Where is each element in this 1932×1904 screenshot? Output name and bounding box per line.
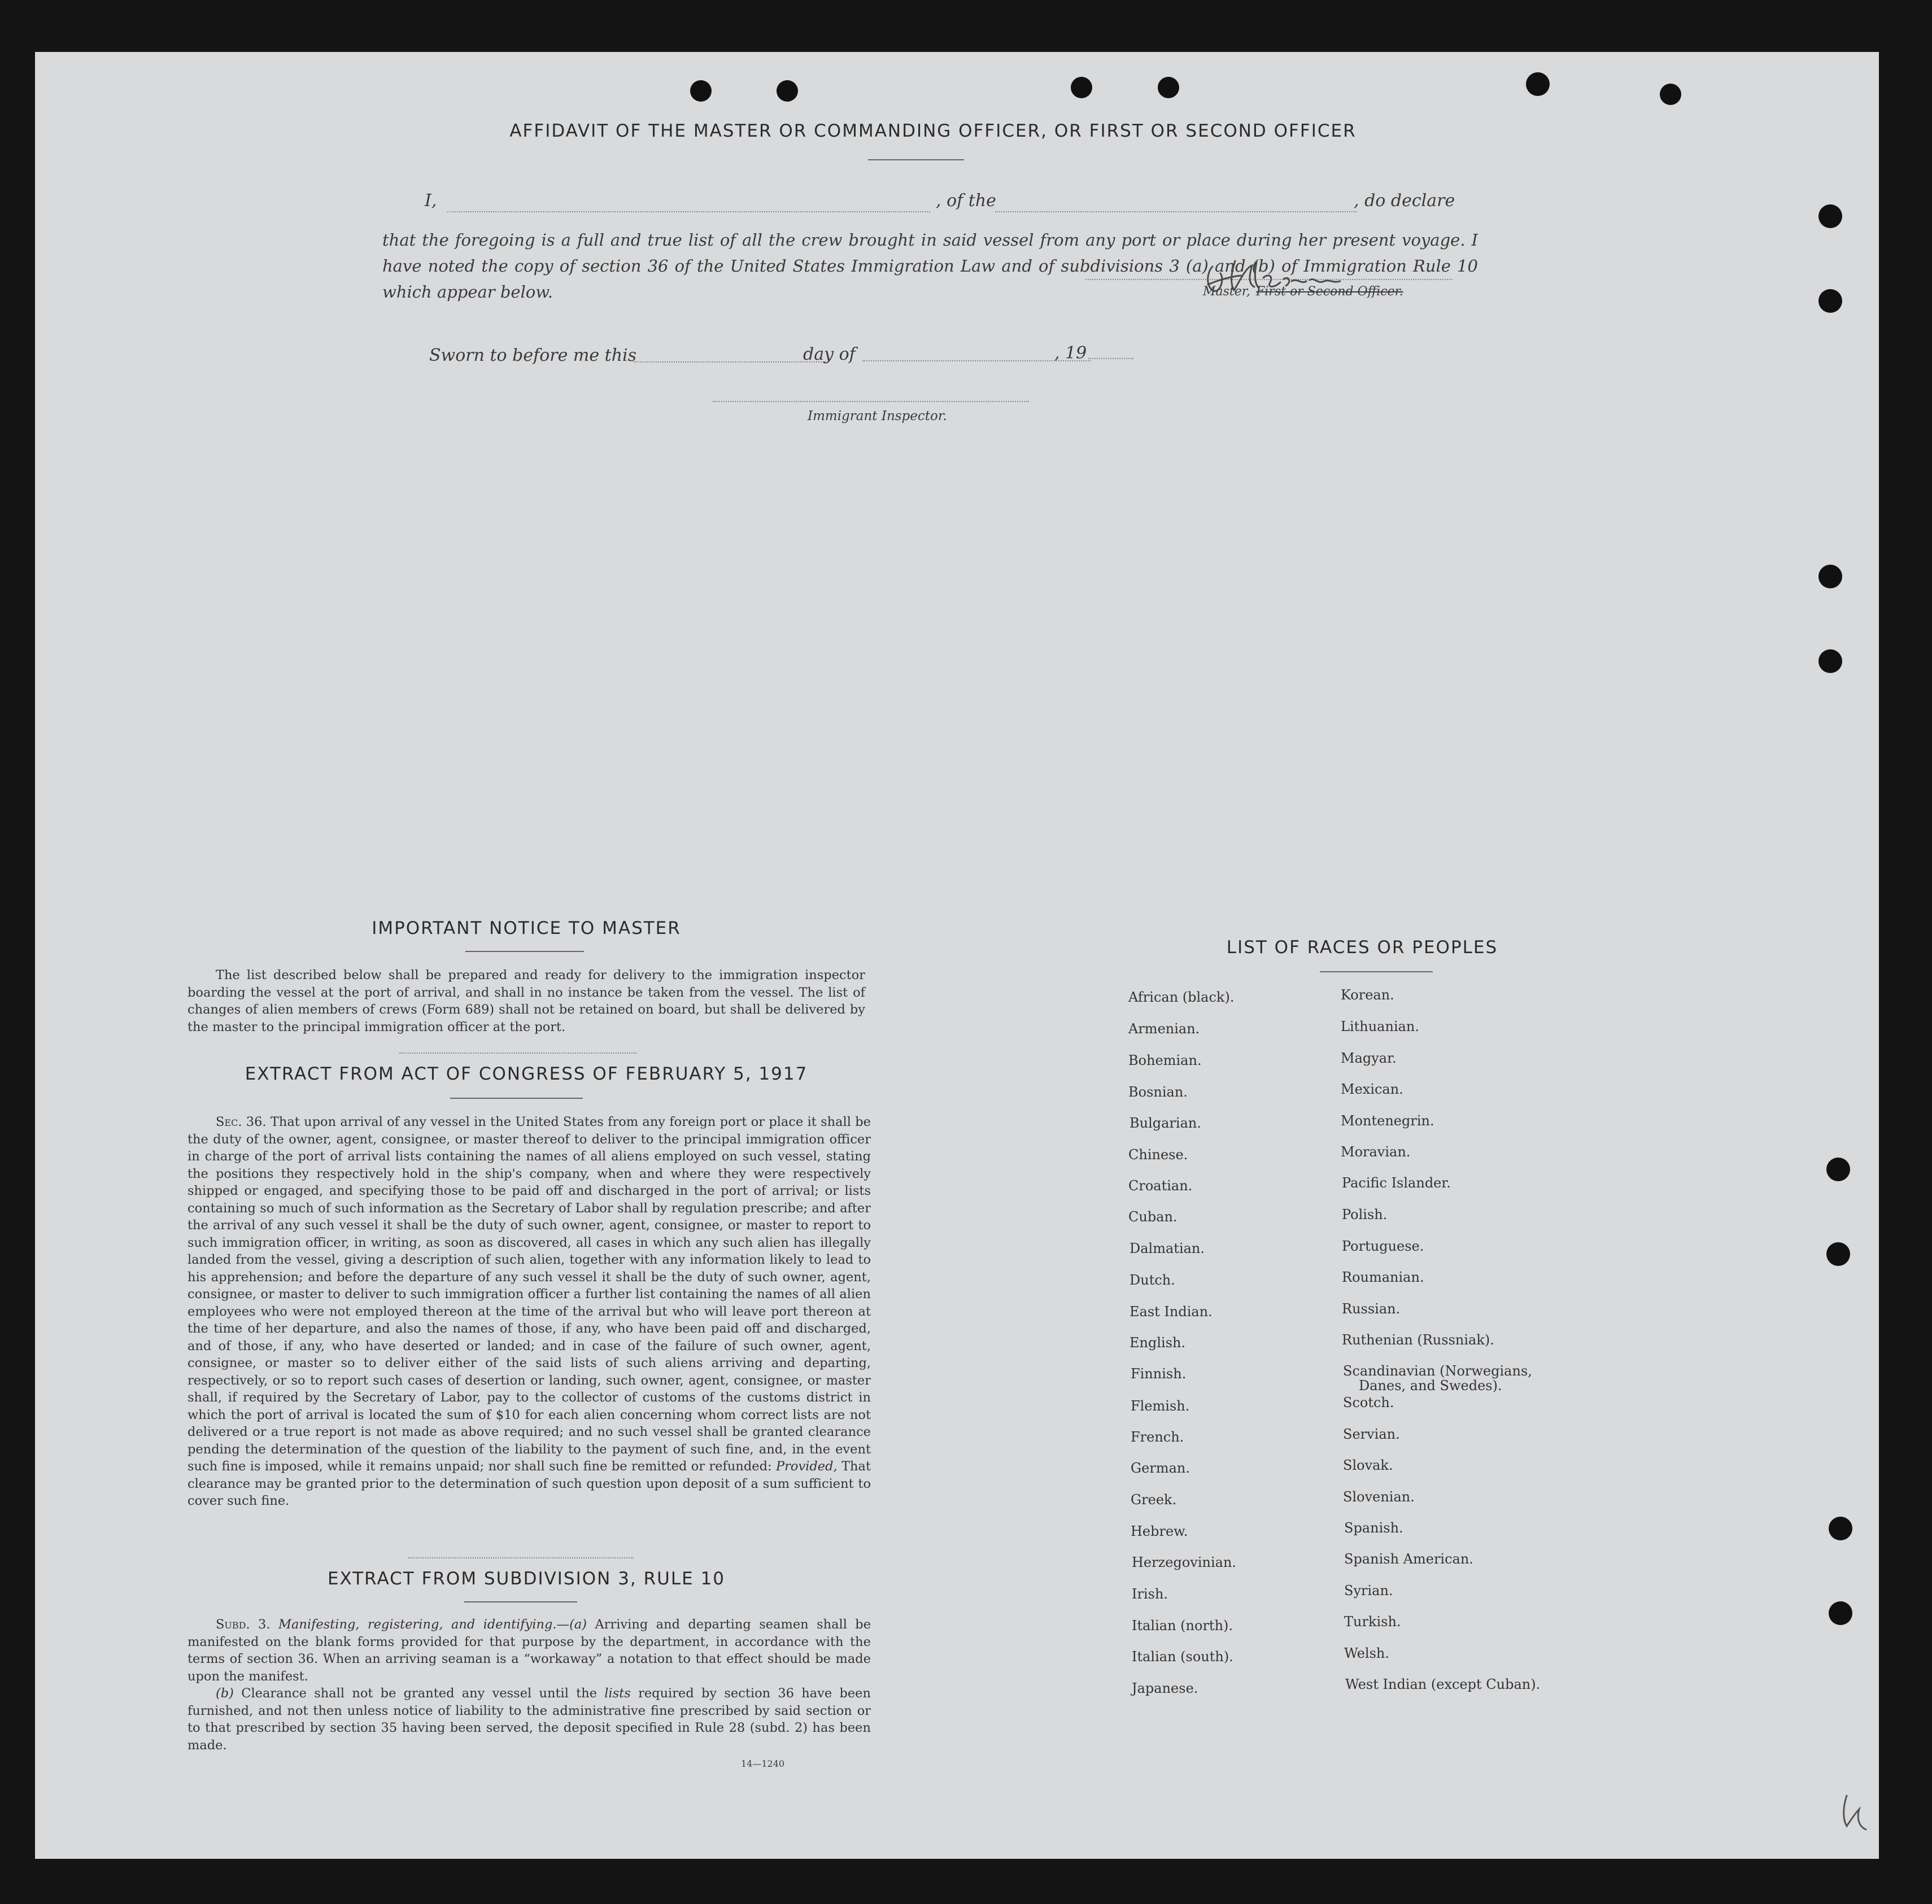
race-item: Hebrew.: [1131, 1523, 1188, 1539]
signature-caption-struck: First or Second Officer.: [1256, 285, 1403, 299]
race-item: Slovak.: [1343, 1457, 1393, 1473]
act-extract-body: [187, 1113, 871, 1510]
races-title: LIST OF RACES OR PEOPLES: [1226, 937, 1498, 958]
punch-hole: [690, 80, 712, 102]
subd-label: Subd. 3.: [216, 1617, 271, 1632]
inspector-caption: Immigrant Inspector.: [808, 409, 947, 423]
punch-hole: [1526, 72, 1550, 96]
race-item: Portuguese.: [1342, 1238, 1424, 1254]
sworn-year-blank[interactable]: [1088, 358, 1133, 359]
affidavit-of-the-label: , of the: [936, 191, 996, 211]
handwritten-corner-mark: [1834, 1789, 1879, 1840]
rule-extract-body: [187, 1616, 871, 1754]
subd-heading: Manifesting, registering, and identifying.: [278, 1617, 557, 1632]
race-item: Korean.: [1341, 987, 1394, 1003]
race-item: Dutch.: [1129, 1272, 1175, 1288]
race-item: Servian.: [1343, 1426, 1400, 1442]
race-item: Turkish.: [1344, 1614, 1401, 1630]
race-item: French.: [1131, 1429, 1184, 1445]
race-item: Polish.: [1342, 1207, 1388, 1222]
race-item: Spanish American.: [1344, 1551, 1473, 1567]
punch-hole: [1818, 289, 1842, 313]
vessel-blank[interactable]: [995, 211, 1357, 212]
affidavit-body: that the foregoing is a full and true list of all the crew brought in said vessel from any port or place during her present voyage. I have noted the copy of section 36 of the United States Immigration Law and of subdivisions 3 (a) and (b) of Immigration Rule 10 which appear below.: [382, 230, 1478, 302]
race-item: Bulgarian.: [1129, 1115, 1201, 1131]
race-item: Ruthenian (Russniak).: [1342, 1332, 1494, 1348]
race-item: Welsh.: [1344, 1645, 1389, 1661]
race-item: Spanish.: [1344, 1520, 1403, 1536]
affidavit-declare-label: , do declare: [1354, 191, 1455, 211]
race-item: Armenian.: [1128, 1021, 1200, 1037]
affidavit-i-label: I,: [425, 191, 437, 211]
punch-hole: [1826, 1158, 1850, 1181]
name-blank[interactable]: [447, 211, 930, 212]
race-item: Dalmatian.: [1129, 1241, 1205, 1256]
race-item: Pacific Islander.: [1342, 1175, 1451, 1191]
punch-hole: [1826, 1242, 1850, 1266]
race-item: Italian (north).: [1132, 1618, 1233, 1634]
affidavit-title: AFFIDAVIT OF THE MASTER OR COMMANDING OFFICER, OR FIRST OR SECOND OFFICER: [509, 121, 1357, 141]
signature-caption-master: Master,: [1203, 285, 1250, 299]
race-item: Bosnian.: [1128, 1084, 1188, 1100]
para-b-lists: lists: [604, 1686, 631, 1701]
form-number: 14—1240: [741, 1758, 785, 1769]
punch-hole: [1829, 1517, 1852, 1540]
race-item: Syrian.: [1344, 1583, 1393, 1599]
race-item: Cuban.: [1128, 1209, 1177, 1225]
race-item: African (black).: [1128, 989, 1235, 1005]
act-text: That upon arrival of any vessel in the United States from any foreign port or place it shall be the duty of the owner, agent, consignee, or master thereof to deliver to the principal immigration officer in charge of the port of arrival lists containing the names of all aliens employed on such vessel, stating the positions they respectively hold in the ship's company, when and where they were respectively shipped or engaged, and specifying those to be paid off and discharged in the port of arrival; or lists containing so much of such information as the Secretary of Labor shall by regulation prescribe; and after the arrival of any such vessel it shall be the duty of such owner, agent, consignee, or master to report to such immigration officer, in writing, as soon as discovered, all cases in which any such alien has illegally landed from the vessel, giving a description of such alien, together with any information likely to lead to his apprehension; and before the departure of any such vessel it shall be the duty of such owner, agent, consignee, or master to deliver to such immigration officer a further list containing the names of all alien employees who were not employed thereon at the time of the arrival but who will leave port thereon at the time of her departure, and also the names of those, if any, who have been paid off and discharged, and of those, if any, who have deserted or landed; and in case of the failure of such owner, agent, consignee, or master so to deliver either of the said lists of such aliens arriving and departing, respectively, or so to report such cases of desertion or landing, such owner, agent, consignee, or master shall, if required by the Secretary of Labor, pay to the collector of customs of the customs district in which the port of arrival is located the sum of $10 for each alien concerning whom correct lists are not delivered or a true report is not made as above required; and no such vessel shall be granted clearance pending the determination of the question of the liability to the payment of such fine, and, in the event such fine is imposed, while it remains unpaid; nor shall such fine be remitted or refunded:: [187, 1115, 871, 1474]
race-item: Russian.: [1342, 1301, 1401, 1317]
rule-underline: [464, 1601, 577, 1602]
punch-hole: [1818, 204, 1842, 228]
race-item: Moravian.: [1341, 1144, 1411, 1160]
para-b-text1: Clearance shall not be granted any vessel until the: [241, 1686, 598, 1701]
punch-hole: [777, 80, 798, 102]
race-item: Chinese.: [1128, 1147, 1188, 1163]
sworn-prefix: Sworn to before me this: [429, 346, 637, 365]
races-underline: [1320, 971, 1433, 972]
notice-underline: [465, 951, 584, 952]
race-item: Croatian.: [1128, 1178, 1193, 1194]
race-item: Roumanian.: [1342, 1269, 1424, 1285]
notice-body: The list described below shall be prepared and ready for delivery to the immigration inspector boarding the vessel at the port of arrival, and shall in no instance be taken from the vessel. The list of changes of alien members of crews (Form 689) shall not be retained on board, but shall be delivered by the master to the principal immigration officer at the port.: [187, 968, 865, 1034]
punch-hole: [1829, 1601, 1852, 1625]
sworn-year: , 19: [1054, 343, 1087, 363]
handwritten-signature: [1196, 251, 1410, 313]
punch-hole: [1158, 77, 1179, 98]
notice-title: IMPORTANT NOTICE TO MASTER: [372, 918, 681, 938]
subdivision-b: [187, 1685, 871, 1754]
punch-hole: [1818, 565, 1842, 588]
section-divider: [399, 1053, 636, 1054]
race-item: Irish.: [1132, 1586, 1168, 1602]
subdivision-a: [187, 1616, 871, 1685]
race-item: East Indian.: [1129, 1304, 1213, 1320]
race-item: Mexican.: [1341, 1081, 1403, 1097]
race-item: Finnish.: [1131, 1366, 1187, 1382]
race-item: Magyar.: [1341, 1050, 1397, 1066]
proviso-label: Provided,: [776, 1459, 838, 1474]
title-underline: [868, 159, 964, 160]
race-item: Greek.: [1131, 1492, 1177, 1508]
punch-hole: [1660, 84, 1681, 105]
race-item: West Indian (except Cuban).: [1345, 1676, 1541, 1692]
sec-label: Sec. 36.: [216, 1115, 267, 1129]
race-item: Montenegrin.: [1341, 1113, 1434, 1129]
para-a-label: —(a): [556, 1617, 587, 1632]
race-item: Flemish.: [1131, 1398, 1190, 1414]
race-item: Slovenian.: [1343, 1489, 1415, 1505]
race-item: Italian (south).: [1132, 1649, 1233, 1665]
race-item: Lithuanian.: [1341, 1019, 1420, 1034]
race-item: Scandinavian (Norwegians,: [1343, 1363, 1532, 1379]
race-item: Danes, and Swedes).: [1359, 1378, 1502, 1394]
race-item: English.: [1129, 1335, 1186, 1351]
race-item: Bohemian.: [1128, 1053, 1202, 1068]
para-a-text: Arriving and departing seamen shall be manifested on the blank forms provided for that purpose by the department, in accordance with the terms of section 36. When an arriving seaman is a “workaway” a notation to that effect should be made upon the manifest.: [187, 1617, 871, 1684]
document-page: [35, 52, 1879, 1859]
para-b-label: (b): [216, 1686, 234, 1701]
section-divider: [408, 1557, 634, 1558]
act-underline: [450, 1098, 583, 1099]
para-b-text2: required by section 36 have been furnished, and not then unless notice of liability to the administrative fine prescribed by said section or to that prescribed by section 35 having been served, the deposit specified in Rule 28 (subd. 2) has been made.: [187, 1686, 871, 1753]
proviso-text: That clearance may be granted prior to the determination of such question upon deposit of a sum sufficient to cover such fine.: [187, 1459, 871, 1508]
race-item: Scotch.: [1343, 1395, 1394, 1410]
race-item: Herzegovinian.: [1132, 1554, 1237, 1570]
sworn-day-blank[interactable]: [634, 361, 826, 363]
act-extract-title: EXTRACT FROM ACT OF CONGRESS OF FEBRUARY 5, 1917: [245, 1064, 808, 1084]
inspector-signature-line[interactable]: [713, 401, 1029, 402]
sworn-day-of: day of: [803, 344, 856, 364]
race-item: German.: [1131, 1460, 1190, 1476]
rule-extract-title: EXTRACT FROM SUBDIVISION 3, RULE 10: [327, 1569, 726, 1589]
punch-hole: [1071, 77, 1092, 98]
punch-hole: [1818, 649, 1842, 673]
race-item: Japanese.: [1132, 1680, 1198, 1696]
